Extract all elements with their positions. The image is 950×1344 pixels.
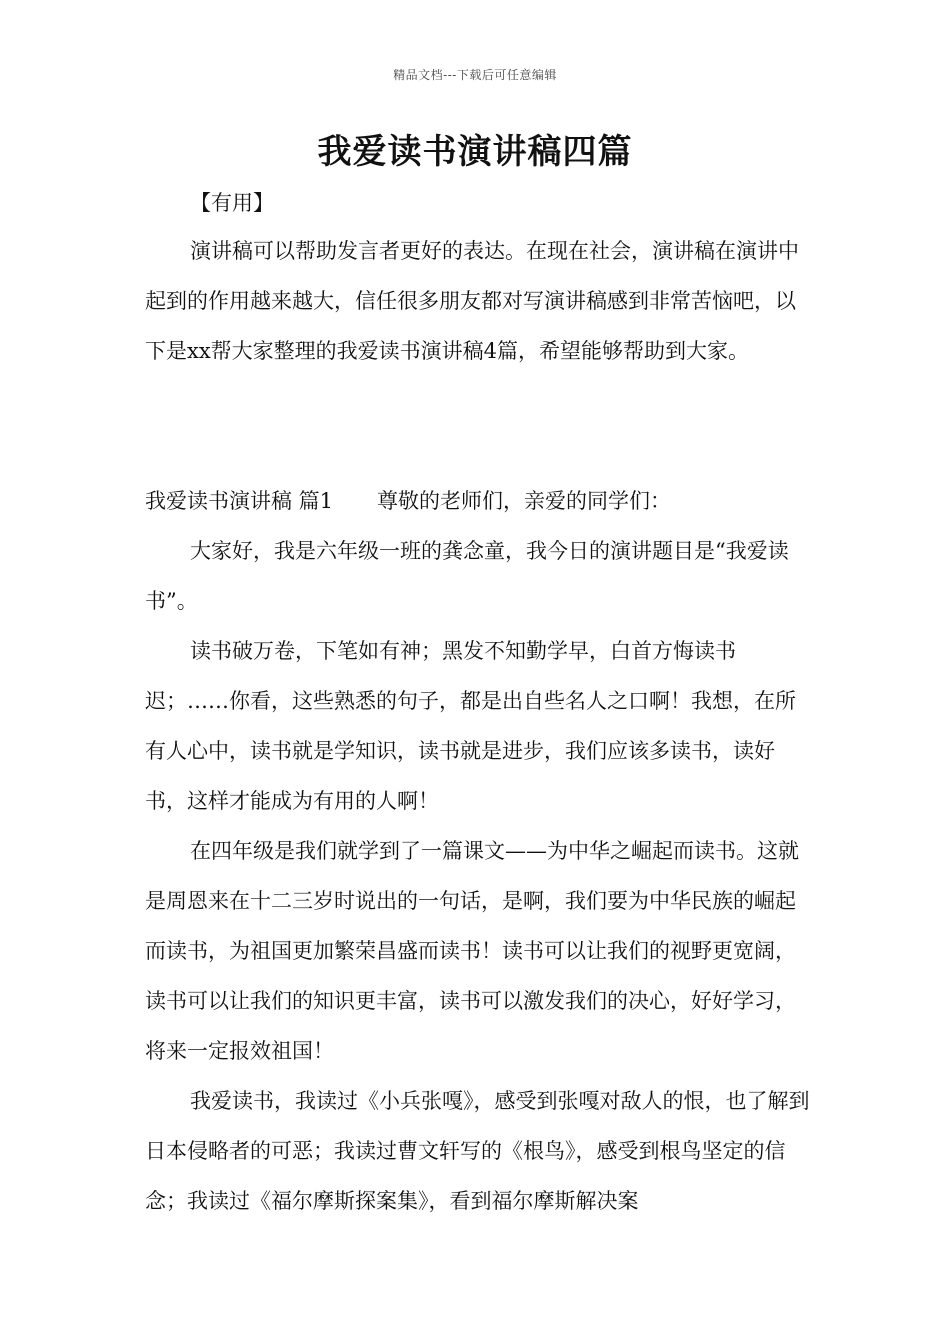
body-paragraph: 我爱读书，我读过《小兵张嘎》，感受到张嘎对敌人的恨，也了解到日本侵略者的可恶；我读过曹文轩写的《根鸟》，感受到根鸟坚定的信念；我读过《福尔摩斯探案集》，看到福尔摩斯解决案	[145, 1089, 810, 1213]
intro-paragraph: 演讲稿可以帮助发言者更好的表达。在现在社会，演讲稿在演讲中起到的作用越来越大，信任很多朋友都对写演讲稿感到非常苦恼吧，以下是xx帮大家整理的我爱读书演讲稿4篇，希望能够帮助到大家。	[145, 239, 799, 363]
section-heading-line	[145, 476, 810, 526]
body-paragraph: 在四年级是我们就学到了一篇课文——为中华之崛起而读书。这就是周恩来在十二三岁时说出的一句话，是啊，我们要为中华民族的崛起而读书，为祖国更加繁荣昌盛而读书！读书可以让我们的视野更宽阔，读书可以让我们的知识更丰富，读书可以激发我们的决心，好好学习，将来一定报效祖国！	[145, 839, 799, 1063]
header-note: 精品文档---下载后可任意编辑	[393, 68, 557, 82]
section-heading: 我爱读书演讲稿 篇1	[145, 489, 334, 513]
document-title: 我爱读书演讲稿四篇	[317, 132, 633, 172]
tag-label: 【有用】	[190, 191, 274, 215]
body-paragraph: 读书破万卷，下笔如有神；黑发不知勤学早，白首方悔读书迟；……你看，这些熟悉的句子，都是出自些名人之口啊！我想，在所有人心中，读书就是学知识，读书就是进步，我们应该多读书，读好书，这样才能成为有用的人啊！	[145, 639, 796, 813]
body-paragraph: 大家好，我是六年级一班的龚念童，我今日的演讲题目是“我爱读书”。	[145, 539, 789, 613]
salutation: 尊敬的老师们，亲爱的同学们：	[377, 489, 672, 513]
